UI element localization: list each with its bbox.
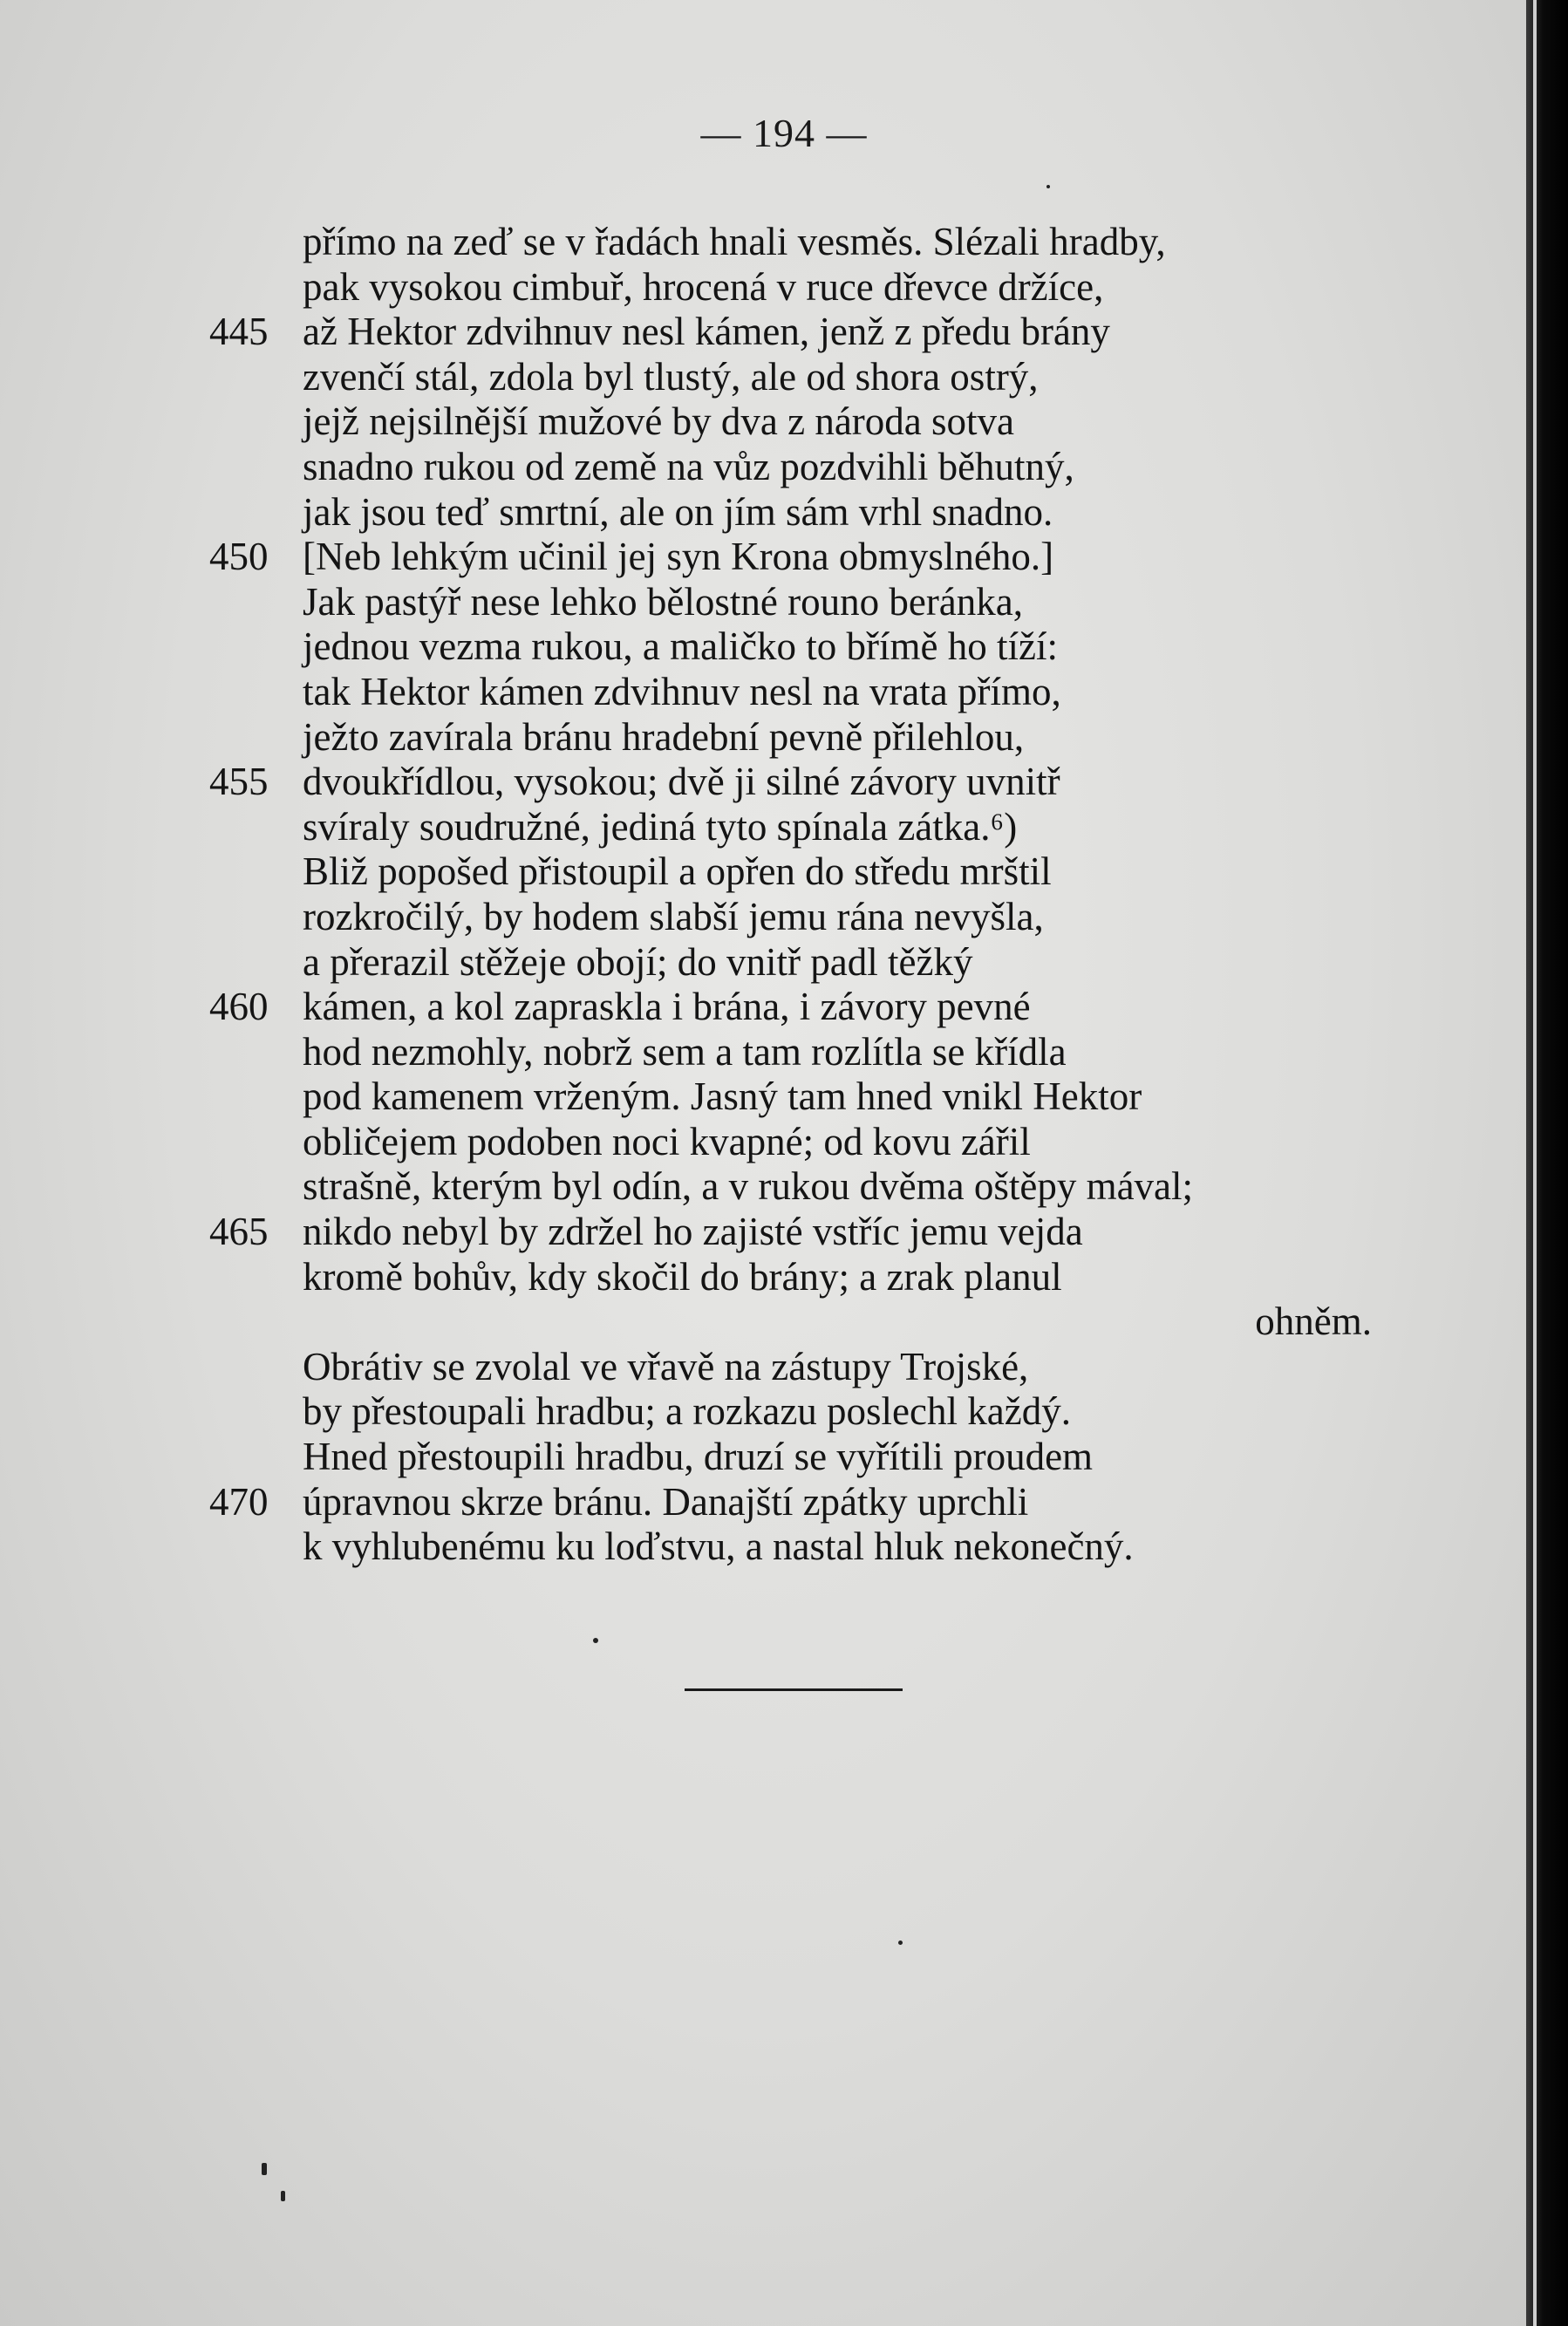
line-number: 460 [209, 985, 269, 1029]
poem-line [209, 1255, 1378, 1300]
line-text: jednou vezma rukou, a maličko to břímě ho tíží: [303, 624, 1059, 669]
poem-line [209, 310, 1378, 355]
poem-line [209, 535, 1378, 580]
poem-line [209, 1525, 1378, 1570]
poem-text [209, 220, 1378, 1570]
scan-speck [898, 1941, 903, 1945]
poem-line [209, 1389, 1378, 1435]
line-number: 450 [209, 535, 269, 579]
line-number: 445 [209, 310, 269, 354]
poem-line [209, 1435, 1378, 1480]
line-text: ohněm. [1255, 1299, 1372, 1344]
poem-line [209, 1164, 1378, 1210]
line-text: kámen, a kol zapraskla i brána, i závory pevné [303, 985, 1031, 1029]
scan-speck [281, 2191, 285, 2201]
poem-line [209, 715, 1378, 761]
scan-speck [262, 2163, 267, 2175]
line-text: přímo na zeď se v řadách hnali vesměs. Slézali hradby, [303, 220, 1166, 263]
line-text: pod kamenem vrženým. Jasný tam hned vnikl Hektor [303, 1074, 1142, 1119]
line-text: rozkročilý, by hodem slabší jemu rána nevyšla, [303, 894, 1044, 938]
line-text: a přerazil stěžeje obojí; do vnitř padl těžký [303, 939, 973, 984]
poem-line [209, 940, 1378, 986]
line-text: až Hektor zdvihnuv nesl kámen, jenž z předu brány [303, 310, 1110, 354]
line-text: pak vysokou cimbuř, hrocená v ruce dřevce držíce, [303, 264, 1104, 309]
line-text: obličejem podoben noci kvapné; od kovu zářil [303, 1119, 1031, 1163]
poem-line [209, 265, 1378, 310]
poem-line [209, 1345, 1378, 1390]
line-number: 470 [209, 1479, 269, 1524]
line-number: 455 [209, 760, 269, 804]
poem-line [209, 445, 1378, 490]
scan-speck [1046, 185, 1050, 188]
poem-line [209, 399, 1378, 445]
poem-line [209, 1120, 1378, 1165]
line-text: kromě bohův, kdy skočil do brány; a zrak planul [303, 1254, 1062, 1299]
poem-line [209, 895, 1378, 940]
section-divider [685, 1688, 903, 1691]
poem-line [209, 849, 1378, 895]
line-number: 465 [209, 1210, 269, 1254]
poem-line [209, 1030, 1378, 1075]
poem-line [209, 760, 1378, 805]
line-text: nikdo nebyl by zdržel ho zajisté vstříc jemu vejda [303, 1210, 1083, 1254]
line-text: Bliž popošed přistoupil a opřen do středu mrštil [303, 849, 1052, 894]
poem-line [209, 1210, 1378, 1255]
line-text: tak Hektor kámen zdvihnuv nesl na vrata přímo, [303, 669, 1061, 713]
line-text: jak jsou teď smrtní, ale on jím sám vrhl snadno. [303, 489, 1053, 534]
line-text: Hned přestoupili hradbu, druzí se vyřítili proudem [303, 1435, 1094, 1479]
poem-line [209, 580, 1378, 625]
poem-line [209, 670, 1378, 715]
page-number: — 194 — [700, 111, 868, 155]
scan-speck [593, 1638, 598, 1643]
poem-line [209, 355, 1378, 400]
poem-line [209, 1299, 1378, 1345]
line-text: Obrátiv se zvolal ve vřavě na zástupy Trojské, [303, 1344, 1029, 1388]
poem-line [209, 490, 1378, 535]
line-text: svíraly soudružné, jediná tyto spínala zátka.⁶) [303, 804, 1018, 849]
line-text: Jak pastýř nese lehko bělostné rouno beránka, [303, 579, 1023, 624]
page-edge-line [1533, 0, 1537, 2326]
poem-line [209, 220, 1378, 265]
line-text: dvoukřídlou, vysokou; dvě ji silné závory uvnitř [303, 760, 1060, 804]
line-text: ježto zavírala bránu hradební pevně přilehlou, [303, 714, 1025, 759]
poem-line [209, 624, 1378, 670]
line-text: hod nezmohly, nobrž sem a tam rozlítla se křídla [303, 1029, 1067, 1074]
poem-line [209, 985, 1378, 1030]
line-text: strašně, kterým byl odín, a v rukou dvěma oštěpy mával; [303, 1164, 1194, 1209]
line-text: zvenčí stál, zdola byl tlustý, ale od shora ostrý, [303, 354, 1039, 399]
line-text: jejž nejsilnější mužové by dva z národa sotva [303, 399, 1014, 444]
poem-line [209, 1480, 1378, 1525]
line-text: by přestoupali hradbu; a rozkazu poslechl každý. [303, 1389, 1071, 1434]
poem-line [209, 1074, 1378, 1120]
line-text: snadno rukou od země na vůz pozdvihli běhutný, [303, 444, 1074, 488]
line-text: úpravnou skrze bránu. Danajští zpátky uprchli [303, 1479, 1029, 1524]
line-text: [Neb lehkým učinil jej syn Krona obmyslného.] [303, 535, 1054, 579]
line-text: k vyhlubenému ku loďstvu, a nastal hluk nekonečný. [303, 1525, 1134, 1569]
poem-line [209, 805, 1378, 850]
